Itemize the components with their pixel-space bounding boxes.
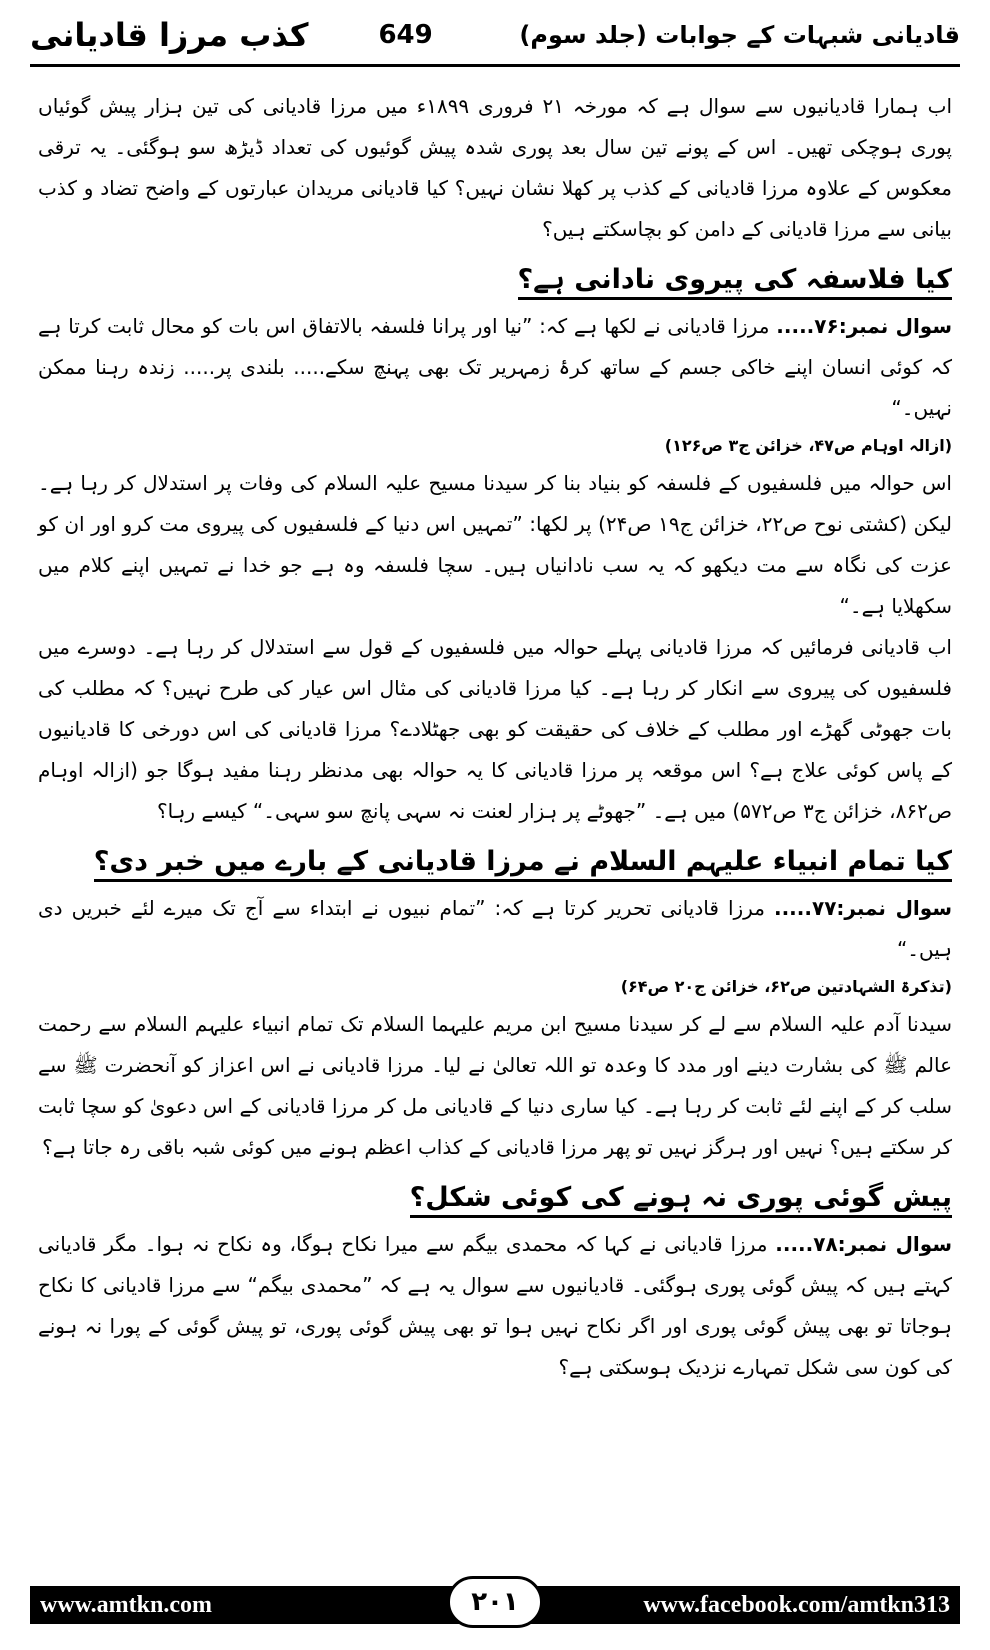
header-page-number: 649: [378, 20, 433, 50]
question-paragraph: [38, 888, 952, 970]
citation-reference: (ازالہ اوہام ص۴۷، خزائن ج۳ ص۱۲۶): [664, 436, 952, 455]
body-paragraph: اب قادیانی فرمائیں کہ مرزا قادیانی پہلے حوالہ میں فلسفیوں کے قول سے استدلال کر رہا ہے۔ دوسرے میں فلسفیوں کی پیروی سے انکار کر رہا ہے۔ کیا مرزا قادیانی کی مثال اس عیار کی طرح نہیں؟ کہ مطلب کی بات جھوٹی گھڑے اور مطلب کے خلاف کی حقیقت کو بھی جھٹلادے؟ مرزا قادیانی کی اس دورخی کا قادیانیوں کے پاس کوئی علاج ہے؟ اس موقعہ پر مرزا قادیانی کا یہ حوالہ بھی مدنظر رہنا مفید ہوگا جو (ازالہ اوہام ص۸۶۲، خزائن ج۳ ص۵۷۲) میں ہے۔ ”جھوٹے پر ہزار لعنت نہ سہی پانچ سو سہی۔“ کیسے رہا؟: [38, 635, 952, 823]
page-body: [38, 86, 952, 1388]
body-paragraph: اب ہمارا قادیانیوں سے سوال ہے کہ مورخہ ۲۱ فروری ۱۸۹۹ء میں مرزا قادیانی کی تین ہزار پیش گوئیاں پوری ہوچکی تھیں۔ اس کے پونے تین سال بعد پوری شدہ پیش گوئیوں کی تعداد ڈیڑھ سو ہوگئی۔ یہ ترقی معکوس کے علاوہ مرزا قادیانی کے کذب پر کھلا نشان نہیں؟ کیا قادیانی مریدان عبارتوں کے واضح تضاد و کذب بیانی سے مرزا قادیانی کے دامن کو بچاسکتے ہیں؟: [38, 94, 953, 241]
question-number-label: سوال نمبر:۷۸.....: [775, 1232, 952, 1256]
question-paragraph: [38, 1224, 952, 1388]
body-paragraph: اس حوالہ میں فلسفیوں کے فلسفہ کو بنیاد بنا کر سیدنا مسیح علیہ السلام کی وفات پر استدلال کر رہا ہے۔ لیکن (کشتی نوح ص۲۲، خزائن ج۱۹ ص۲۴) پر لکھا: ”تمہیں اس دنیا کے فلسفیوں کی پیروی مت کرو اور ان کو عزت کی نگاہ سے مت دیکھو کہ یہ سب نادانیاں ہیں۔ سچا فلسفہ وہ ہے جو خدا نے تمہیں اپنے کلام میں سکھلایا ہے۔“: [38, 471, 952, 618]
header-divider: [30, 64, 960, 67]
section-heading: [38, 258, 952, 302]
footer-page-number: ۲۰۱: [447, 1576, 543, 1628]
chapter-title: کذب مرزا قادیانی: [30, 16, 309, 54]
series-title: قادیانی شبہات کے جوابات (جلد سوم): [519, 21, 960, 49]
question-text: مرزا قادیانی نے لکھا ہے کہ: ”نیا اور پرانا فلسفہ بالاتفاق اس بات کو محال ثابت کرتا ہے کہ کوئی انسان اپنے خاکی جسم کے ساتھ کرۂ زمہریر تک بھی پہنچ سکے..... بلندی پر..... زندہ رہنا ممکن نہیں۔“: [38, 314, 952, 420]
body-paragraph: سیدنا آدم علیہ السلام سے لے کر سیدنا مسیح ابن مریم علیہما السلام تک تمام انبیاء علیہم السلام سے رحمت عالم ﷺ کی بشارت دینے اور مدد کا وعدہ تو اللہ تعالیٰ نے لیا۔ مرزا قادیانی نے اس اعزاز کو آنحضرت ﷺ سے سلب کر کے اپنے لئے ثابت کر رہا ہے۔ کیا ساری دنیا کے قادیانی مل کر مرزا قادیانی کے اس دعویٰ کو سچا ثابت کر سکتے ہیں؟ نہیں اور ہرگز نہیں تو پھر مرزا قادیانی کے کذاب اعظم ہونے میں کوئی شبہ باقی رہ جاتا ہے؟: [38, 1012, 952, 1159]
question-paragraph: [38, 306, 952, 429]
citation-reference: (تذکرۃ الشہادتین ص۶۲، خزائن ج۲۰ ص۶۴): [620, 977, 952, 996]
section-heading: [38, 1176, 952, 1220]
question-text: مرزا قادیانی نے کہا کہ محمدی بیگم سے میرا نکاح ہوگا، وہ نکاح نہ ہوا۔ مگر قادیانی کہتے ہیں کہ پیش گوئی پوری ہوگئی۔ قادیانیوں سے سوال یہ ہے کہ ”محمدی بیگم“ سے مرزا قادیانی کا نکاح ہوجاتا تو بھی پیش گوئی پوری اور اگر نکاح نہیں ہوا تو بھی پیش گوئی پوری، تو پیش گوئی کے پورا نہ ہونے کی کون سی شکل تمہارے نزدیک ہوسکتی ہے؟: [38, 1232, 952, 1379]
page-footer: [30, 1586, 960, 1624]
website-link[interactable]: www.amtkn.com: [40, 1591, 212, 1618]
question-number-label: سوال نمبر:۷۶.....: [776, 314, 953, 338]
question-number-label: سوال نمبر:۷۷.....: [773, 896, 952, 920]
header-left-group: [30, 16, 433, 54]
facebook-link[interactable]: www.facebook.com/amtkn313: [643, 1591, 950, 1618]
section-heading-text: کیا تمام انبیاء علیہم السلام نے مرزا قادیانی کے بارے میں خبر دی؟: [94, 846, 952, 882]
question-text: مرزا قادیانی تحریر کرتا ہے کہ: ”تمام نبیوں نے ابتداء سے آج تک میرے لئے خبریں دی ہیں۔“: [38, 896, 952, 961]
section-heading-text: کیا فلاسفہ کی پیروی نادانی ہے؟: [518, 264, 953, 300]
section-heading: [38, 840, 952, 884]
page-header: [30, 6, 960, 64]
section-heading-text: پیش گوئی پوری نہ ہونے کی کوئی شکل؟: [410, 1182, 952, 1218]
